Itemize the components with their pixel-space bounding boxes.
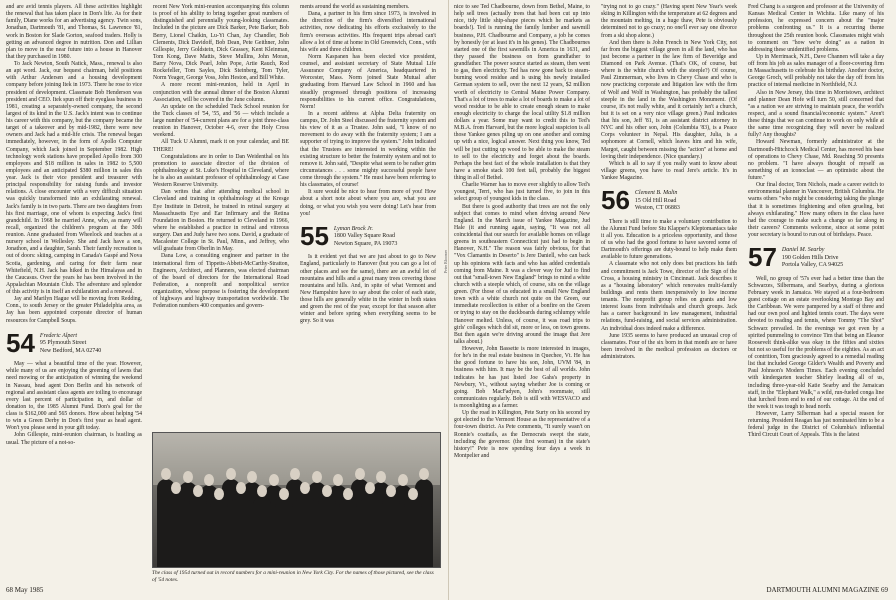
column-paragraph: nice to see Ted Chadbourne, down from Bethel, Maine, to help sell trees (actually trees that had been cut up into nice, tidy little ship-shape pieces which he markets as boards!). Ted is running the family lumber and sawmill business, P.H. Chadbourne and Company, a job he comes by honestly (or at least it's in his genes). The Chadbournes started one of the first sawmills in America in 1631, and they passed the business on from grandfather to grandfather. The power source started as steam, then went to gas, then electricity. Ted has now gone back to steam-burning wood residue and is using his newly installed German system to sell, over the next 12 years, $2 million worth of electricity to Central Maine Power Company. That's a lot of trees to make a lot of boards to make a lot of wood residue to be able to create enough steam to make enough electricity to charge the local utility $1.8 million dollars a year. Some may want to credit this to Ted's M.B.A. from Harvard, but the more logical suspicion is all those Yankee genes piling up on one another and coming up with a nice, logical answer. Next thing you know, Ted will be just cutting up wood to be able to make the steam to sell to the electricity and forget about the boards. Perhaps the best fact of the whole installation is that they have a smoke stack 100 feet tall, probably the biggest thing in all of Bethel. [454, 4, 590, 181]
column-paragraph: Is it evident yet that we are just about to go to New England, particularly to Hanover (but you can go a lot of other places and see the same), there are an awful lot of mountains and hills and a great many trees covering those mountains and hills. And, in spite of what Vermont and New Hampshire have to say about the color of each state, those hills are generally white in the winter in both states and green the rest of the year, except for that season after winter and before spring when everything seems to be grey. So it was [300, 254, 436, 325]
column-paragraph: A more recent mini-reunion, held in April in conjunction with the annual dinner of the Boston Alumni Association, will be covered in the June column. [153, 82, 289, 103]
column-paragraph: Jay and Marilyn Hague will be moving from Redding, Conn., to south Jersey or the greater Philadelphia area, as Jay has been appointed corporate director of human resources for Campbell Soups. [6, 296, 142, 324]
class-number: 56 [601, 185, 630, 216]
photo-person [167, 493, 185, 567]
column-paragraph: May — what a beautiful time of the year. However, while many of us are enjoying the greening of lawns that need mowing or the anticipation of winning the weekend in Nassau, head agent Don Berlin and his network of regional and assistant class agents are toiling to encourage every last percent of participation in, and dollar of donation to, the 1985 Alumni Fund. Don's goal for the class is $162,000 and 565 donors. How about helping '54 to win a Green Derby in Don's first year as head agent. Won't you please send in your gift today. [6, 361, 142, 432]
photo-person [361, 493, 379, 567]
column-paragraph: However, John Bassette is more interested in images, for he's in the real estate business in Quechee, Vt. He has the good fortune to have his son, John, UVM '84, in business with him. It may be the best of all worlds. John indicates he has just listed Joe Gahs's property in Newbury, Vt., without saying whether Joe is coming or going. Bob MacFadyen, John's roommate, still communicates regularly. Bob is still with WESVACO and is moonlighting as a farmer. [454, 346, 590, 409]
class-secretary-info [40, 331, 101, 356]
secretary-address: 1800 Valley Square Road [333, 233, 395, 240]
photo-person [210, 499, 228, 567]
right-column-3 [748, 4, 884, 440]
photo-person-head [365, 482, 375, 494]
photo-person-head [183, 471, 193, 483]
column-paragraph: Well, no group of '57s ever had a better time than the Schwarzes, Silbermans, and Searbys, during a glorious February week in Jamaica. We stayed at a four-bedroom guest cottage on an estate overlooking Montego Bay and the Caribbean. We were pampered by a staff of three and had our own pool and lighted tennis court. The days were devoted to reading and tennis, where Tommy "The Shot" Schwarz prevailed. In the evenings we got even by a spirited pummeling to convince Tim that being an Eleanor Roosevelt think-alike was okay in the fifties and sixties but not so useful for the problems of the eighties. As an act of contrition, Tom graciously agreed to a remedial reading list that included George Gilder's Wealth and Poverty and Paul Johnson's Modern Times. Each evening concluded with kindergarten teacher Shirley leading all of us, including three-year-old Katie Searby and the Jamaican staff, in the "Elephant Walk," a wild, run-fueled conga line that lurched from end to end of our cottage. At the end of the week it was tough to head north. [748, 275, 884, 410]
column-paragraph: Dan writes that after attending medical school in Cleveland and training in ophthalmology at the Kresge Eye Institute in Detroit, he trained in retinal surgery at Massachusetts Eye and Ear Infirmary and the Retina Foundation in Boston. He returned to Cleveland in 1966, where he established a practice in retinal and vitreous surgery. Dan and Judy have two sons. David, a graduate of Macalester College in St. Paul, Minn., and Jeffrey, who will graduate from Oberlin in May. [153, 189, 289, 253]
photo-person-head [204, 474, 214, 486]
column-paragraph: An update on the scheduled Tuck School reunion for the Tuck classes of '54, '55, and '56 — which include a large number of '54-current plans are for a joint three-class reunion in Hanover, October 4-6, over the Holy Cross weekend. [153, 103, 289, 139]
column-paragraph: And then there is John French in New York City, not far from the biggest village green in all the land, who has just become a partner in the law firm of Beveridge and Diamond on Park Avenue. (That's OK, of course, but where is the white church with the steeple?) Of course, Paul Zimmerman, who lives in Chevy Chase and who is now practicing corporate and litigation law with the firm of Wolf and Wolf in Washington, has probably the tallest steeple in the land in the Washington Monument. (Of course, it's not really white, and it certainly isn't a church, but it is set on a very nice village green.) Paul indicates that his son, Jeff '81, is an assistant district attorney in NYC and his other son, John (Columbia '83), is a Peace Corps volunteer in Nepal. His daughter, Julia, is a sophomore at Cornell, which leaves him and his wife, Margot, caught between missing the "action" at home and loving their independence. (Nice quandary.) [601, 39, 737, 160]
photo-person-head [236, 482, 246, 494]
column-paragraph: It sure would be nice to hear from more of you! How about a short note about where you are, what you are doing, or what you wish you were doing! Let's hear from you! [300, 189, 436, 217]
column-paragraph: and are avid tennis players. All these activities highlight the renewal that has taken place in Don's life. As for their family, Diane works for an advertising agency. Twin sons, Jonathan, Dartmouth '81, and Thomas, St. Lawrence '81, work in Boston for Slade Gorton, seafood traders. Holly is getting an advanced degree in nutrition. Don and Lillian plan to move in the near future into a house in Hanover that they purchased in 1980. [6, 4, 142, 60]
photo-person-head [376, 471, 386, 483]
column-paragraph: Charlie Warner has to move ever slightly to allow Ted's youngest, Terri, who has just turned five, to join in this select group of youngest kids in the class. [454, 182, 590, 203]
photo-person-head [300, 482, 310, 494]
column-paragraph: recent New York mini-reunion accompanying this column is proof of his ability to bring together great numbers of distinguished and perennially young-looking classmates. Included in the picture are Dick Barker, Pete Barker, Bob Berry, Lionel Chaikin, Lu-Yi Chan, Jay Chandler, Bob Clements, Dick Davidoff, Bob Dean, Pete Geithner, John Gillespie, Jerry Goldstein, Dick Grassey, Kent Kleinman, Tom Kong, Dave Mattis, Steve Mullins, John Moran, Barry Nova, Dick Pearl, John Pope, Artie Rauch, Rod Rockefeller, Tom Sayles, Dick Steinberg, Tom Tyler, Norm Yeager, George Voss, John Heston, and Bill White. [153, 4, 289, 82]
column-paragraph: Also in New Jersey, this time in Morristown, architect and planner Dean Hofe will turn 50, still concerned that "as a nation we are striving to maintain peace, the world's respect, and a sound financial/economic system." Aren't these things that we can continue to work on only while at the same time recognizing they will never be realized fully? Any thoughts? [748, 89, 884, 139]
class-56-header [601, 185, 737, 216]
class-number: 55 [300, 220, 329, 251]
photo-person [318, 496, 336, 567]
photo-person [382, 496, 400, 567]
secretary-name: Clement B. Malin [634, 190, 678, 197]
column-paragraph: Dana Low, a consulting engineer and partner in the international firm of Tippetts-Abbett-McCarthy-Stratton, Engineers, Architect, and Planners, was elected chairman of the board of directors for the International Road Federation, a nonprofit and nonpolitical service organization, whose purpose is fostering the development of highways and highway transportation worldwide. The Federation numbers 400 companies and govern- [153, 253, 289, 310]
column-paragraph: There is still time to make a voluntary contribution to the Alumni Fund before Stu Klapper's Kleptomaniacs take it all you. Education is a priceless opportunity, and those of us who had the good fortune to have savored some of Dartmouth's offerings are duty-bound to help make them available to future generations. [601, 218, 737, 261]
photo-person-head [171, 482, 181, 494]
photo-person-head [193, 485, 203, 497]
column-paragraph: Fred Chang is a surgeon and professor at the University of Kansas Medical Center in Wichita. Like many of his profession, he expressed concern about the "major problems confronting us." It is a recurring theme throughout the 25th reunion book. Classmates might wish to comment on "how we're doing" as a nation in addressing these unidentified problems. [748, 4, 884, 53]
secretary-address: 95 Plymouth Street [39, 340, 87, 347]
secretary-address: 190 Golden Hills Drive [781, 254, 839, 261]
mini-reunion-photo [152, 432, 441, 568]
photo-person [189, 496, 207, 567]
photo-person-head [279, 488, 289, 500]
class-54-header [6, 327, 142, 358]
photo-person-head [343, 488, 353, 500]
photo-person-head [322, 485, 332, 497]
photo-person-head [419, 468, 429, 480]
column-paragraph: Up the road in Killington, Pete Surty on his second try got elected to the Vermont House as the representative of a four-town district. As Pete comments, "It surely wasn't on Ronnie's coattails, as the Democrats swept the state, including the governor. (the first woman) in the state's history!" Pete is now spending four days a week in Montpelier and [454, 410, 590, 459]
right-page [448, 0, 896, 600]
column-paragraph: John Gillespie, mini-reunion chairman, is hustling as usual. The picture of a not-so- [6, 432, 142, 446]
class-secretary-info [782, 245, 843, 270]
photo-person [339, 499, 357, 567]
photo-credit: Peter Bloomer [443, 250, 448, 274]
photo-person-head [226, 468, 236, 480]
photo-person-head [290, 468, 300, 480]
column-paragraph: Our final doctor, Tom Nichols, made a career switch to environmental planner in Vancouver, British Columbia. He warns others "who might be considering taking the plunge that it is sometimes frightening and often grueling, but always exhilarating." How many others in the class have had the courage to make such a change so far along in their careers? Comments welcome, since at some point your secretary is bound to run out of birthdays. Peace. [748, 182, 884, 238]
photo-person-head [355, 468, 365, 480]
photo-person-head [161, 468, 171, 480]
photo-person [253, 496, 271, 567]
secretary-name: Frederic Alpert [39, 332, 78, 339]
class-secretary-info [635, 188, 680, 213]
column-paragraph: All Tuck U Alumni, mark it on your calendar, and BE THERE! [153, 139, 289, 153]
column-paragraph: In a recent address at Alpha Delta fraternity on campus, Dr. John Steel discussed the fraternity system and his view of it as a Trustee. John said, "I know of no movement to do away with the fraternity system; I am a supporter of trying to improve the system." John indicated that the Trustees are interested in working within the existing structure to better the fraternity system and not to remove it. John said, "Despite what seem to be rather grim circumstances . . . some mighty successful people have come through the system." He must have been referring to his classmates, of course! [300, 110, 436, 189]
column-paragraph: ments around the world as sustaining members. [300, 4, 410, 10]
photo-person-head [312, 471, 322, 483]
right-column-1 [454, 4, 590, 460]
class-number: 54 [6, 327, 35, 358]
column-paragraph: A classmate who not only does but practices his faith and commitment is Jack Towe, director of the Sign of the Cross, a housing ministry in Cincinnati. Jack describes it as a "housing laboratory" which renovates multi-family buildings and rents them inexpensively to low income tenants. The nonprofit group relies on grants and low interest loans from individuals and church groups. Jack has a career background in law management, industrial relations, fund-raising, and social services administration. An individual does indeed make a difference. [601, 261, 737, 332]
right-column-2 [601, 4, 737, 361]
left-column-1 [6, 4, 142, 447]
photo-person-head [398, 474, 408, 486]
class-55-header [300, 220, 436, 251]
secretary-name: Daniel M. Searby [781, 247, 825, 254]
secretary-city: New Bedford, MA 02740 [39, 347, 102, 354]
secretary-city: Portola Valley, CA 94025 [781, 262, 844, 269]
secretary-name: Lyman Brock Jr. [333, 225, 374, 232]
column-paragraph: Which is all to say if you really want to know about village greens, you have to read Jere's article. It's in Yankee Magazine. [601, 160, 737, 181]
column-paragraph: June 1935 seems to have produced an unusual crop of classmates. Four of the six born in that month are or have been involved in the medical profession as doctors or administrators. [601, 332, 737, 360]
column-paragraph: Norm Kaspanen has been elected vice president, counsel, and assistant secretary of State Mutual Life Assurance Company of America, headquartered in Worcester, Mass. Norm joined State Mutual after graduating from Harvard Law School in 1960 and has steadily progressed through positions of increasing responsibilities to his current office. Congratulations, Norm! [300, 53, 436, 110]
column-paragraph: Up in Merrimack, N.H., Dave Channen will take a day off from his job as sales manager of a floor-covering firm in Massachusetts to celebrate his birthday. Another doctor, George Groch, will probably not take the day off from his practice of internal medicine in Northfield, N.J. [748, 53, 884, 89]
secretary-address: 15 Old Hill Road [634, 197, 677, 204]
column-paragraph: To Jack Newton, South Natick, Mass., renewal is also an apt word. Jack, our bequest chairman, held positions with Arthur Andersen and a housing development company before joining Itek in 1973. There he rose to vice president of development. Classmate Bob Henderson was president and CEO. Itek spun off their eyeglass business in 1981, creating a separately-owned company, the second largest of its kind in the U.S. Jack's intent was to continue his career with this company, but the company became the target of a takeover and by mid-1982, there were new owners and Jack had a mid-life crisis. The renewal began immediately, however, in the form of Apollo Computer Company, which Jack joined in September 1982. High technology work stations have propelled Apollo from 300 employees and $18 million in sales in 1982 to 5,500 employees and an anticipated $380 million in sales this year. Jack is their vice president and treasurer with principal responsibility for raising funds and investor relations. A close encounter with a very difficult situation was quickly transformed into an exhilarating renewal. Jack's family is in two parts. There are two daughters from his first marriage, one of whom is expecting Jack's first grandchild. In 1968 he married Anne, who, as many will recall, organized the children's program at the 30th reunion. Anne graduated from Wheelock and teaches at a nursery school in Wellesley. She and Jack have a son, Jonathon, and a daughter, Sarah. Their family recreation is out of doors: skiing, camping in Canada's Gaspé and Nova Scotia, gardening, and caring for their farm near Whitefield, N.H. Jack has hiked in the Himalayas and in the Caucasus. Over the years he has been involved in the Appalachian Mountain Club. The adventure and splendor of this activity is in itself an exhilaration and a renewal. [6, 61, 142, 295]
photo-person-head [408, 488, 418, 500]
class-number: 57 [748, 242, 777, 273]
photo-person [404, 499, 422, 567]
photo-person [296, 493, 314, 567]
photo-person-head [269, 474, 279, 486]
photo-person [232, 493, 250, 567]
class-57-header [748, 242, 884, 273]
column-paragraph: Howard Newman, formerly administrator at the Dartmouth-Hitchcock Medical Center, has moved his base of operations to Chevy Chase, Md. Reaching 50 presents no problem. "I have always thought of myself as something of an iconoclast — an optimistic about the future." [748, 139, 884, 181]
secretary-city: Newton Square, PA 19073 [333, 240, 398, 247]
page-folio-left: 68 May 1985 [6, 586, 44, 594]
photo-person-head [386, 485, 396, 497]
left-column-2 [153, 4, 289, 310]
photo-caption: The class of 1954 turned out in record numbers for a mini-reunion in New York City. For the names of those pictured, see the class of '54 notes. [152, 570, 434, 583]
photo-person [275, 499, 293, 567]
column-paragraph: But there is good authority that trees are not the only subject that comes to mind when driving around New England. In the March issue of Yankee Magazine, Jud Hale (it and running again, saying, "It was not all coincidental that our search for available homes on village greens in southeastern Connecticut just had to begin in Hanover, N.H." The reason was fairly obvious, for that "Vox Clamantis in Deserto" is Jere Daniell, who can back up his opinions with facts and who has added credentials coming from Maine. It was a clever way for Jud to find out that "small-town New England" brings to mind a white church with a steeple which, of course, sits on the village green. (For those of us educated in a small New England town with a white church not quite on the Green, our immediate recollection is either of a bonfire on the Green or trying to stay on the duckboards during schlumpy while Hanover melted. Unless, of course, it was road trips to girls' colleges which did sit, more or less, on town greens. But then again we're driving around the image that Jere talks about.) [454, 203, 590, 345]
photo-person-head [247, 471, 257, 483]
left-column-3 [300, 4, 436, 326]
class-secretary-info [334, 224, 397, 249]
page-folio-right: DARTMOUTH ALUMNI MAGAZINE 69 [766, 586, 888, 594]
column-paragraph: However, Larry Silberman had a special reason for returning. President Reagan has just nominated him to be a federal judge in the District of Columbia's influential Third Circuit Court of Appeals. This is the latest [748, 411, 884, 439]
photo-person-head [214, 488, 224, 500]
photo-person-head [333, 474, 343, 486]
column-paragraph: Dana, a partner in his firm since 1973, is involved in the direction of the firm's diversified international activities, now dedicating his efforts exclusively to the firm's overseas activities. His frequent trips abroad can't allow a lot of time at home in Old Greenwich, Conn., with his wife and three children. [300, 11, 436, 53]
column-paragraph: Congratulations are in order to Dan Weidenthal on his promotion to associate director of the division of ophthalmology at St. Luke's Hospital in Cleveland, where he is also an assistant professor of ophthalmology at Case Western Reserve University. [153, 153, 289, 189]
column-paragraph: "trying not to go crazy." (Having spent New Year's week skiing in Killington with the temperature at 62 degrees and the mountain melting, in a huge thaw, Pete is obviously determined not to go crazy; no one'll ever say one divorce from a ski shop alone.) [601, 4, 737, 39]
photo-person-head [257, 485, 267, 497]
secretary-city: Weston, CT 06883 [634, 205, 680, 212]
